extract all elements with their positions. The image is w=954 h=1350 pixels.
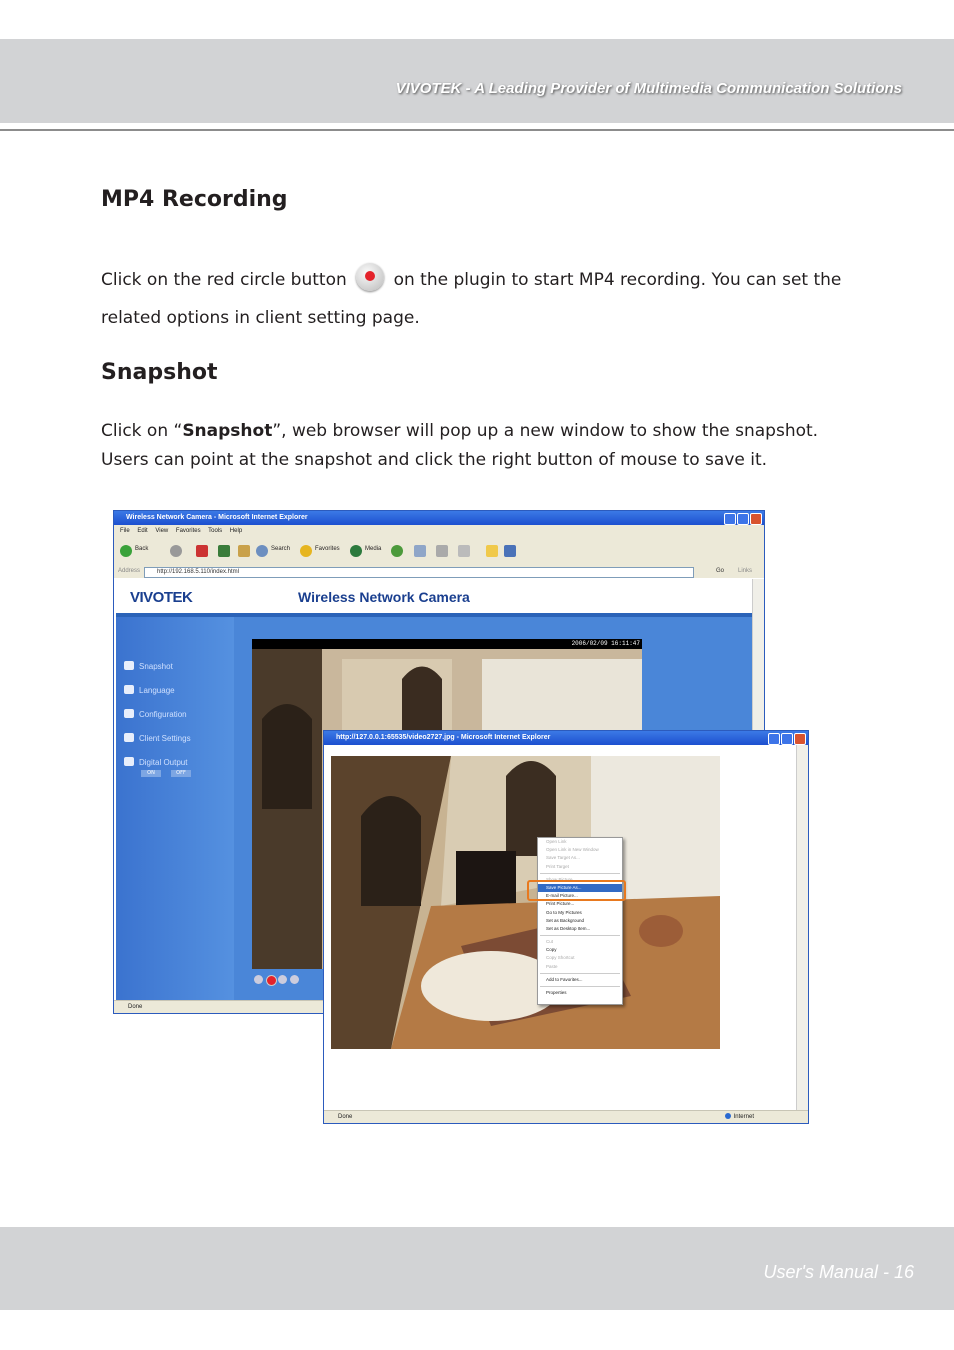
print-icon[interactable] [436,545,448,557]
sidebar-item-digital-output[interactable] [124,757,187,767]
context-menu-item: Open Link [546,839,567,844]
record-button-icon [356,263,384,291]
context-menu-item[interactable]: Properties [546,990,567,995]
sidebar-label: Language [139,686,175,695]
snapshot-image[interactable] [331,756,720,1049]
minimize-icon[interactable] [724,513,736,525]
camera-banner [116,579,752,617]
main-menubar[interactable]: File Edit View Favorites Tools Help [114,525,764,537]
snapshot-heading: Snapshot [101,360,218,385]
favorites-label: Favorites [315,546,340,552]
close-icon[interactable] [750,513,762,525]
context-menu-item[interactable]: Save Picture As... [538,884,622,892]
favorites-star-icon[interactable] [300,545,312,557]
snapshot-popup-window [323,730,809,1124]
edit-icon[interactable] [458,545,470,557]
sidebar-label: Snapshot [139,662,173,671]
snapshot-text-1: Click on “ [101,421,183,441]
vivotek-logo: VIVOTEK [130,589,193,606]
volume-icon[interactable] [290,975,299,984]
snapshot-paragraph [101,417,861,475]
context-menu-item[interactable]: Print Picture... [546,901,575,907]
context-menu-item: Show Picture [546,876,573,882]
sidebar-item-configuration[interactable] [124,709,187,719]
go-button[interactable]: Go [715,568,724,574]
mp4-recording-paragraph [101,261,861,337]
pause-icon[interactable] [278,975,287,984]
zone-label: Internet [733,1114,754,1120]
context-menu-item[interactable]: E-mail Picture... [546,893,578,899]
popup-status-text: Done [338,1114,353,1120]
context-menu-item[interactable]: Copy [546,947,557,953]
mp4-recording-heading: MP4 Recording [101,187,288,212]
header-rule [0,129,954,131]
banner-title: Wireless Network Camera [298,589,470,605]
sidebar-item-client-settings[interactable] [124,733,191,743]
links-label[interactable]: Links [737,568,752,574]
back-icon[interactable] [120,545,132,557]
language-icon [124,685,134,694]
mail-icon[interactable] [414,545,426,557]
context-menu-item: Copy Shortcut [546,955,575,961]
snapshot-text-2: ”, web browser will pop up a new window to show the snapshot. Users can point at the snapshot and click the right button of mouse to save it. [101,421,819,470]
snapshot-context-menu [537,837,623,1005]
record-icon[interactable] [266,975,277,986]
header-tagline: VIVOTEK - A Leading Provider of Multimedia Communication Solutions [395,80,902,97]
address-input[interactable]: http://192.168.5.110/index.html [144,567,694,578]
internet-zone [725,1111,754,1123]
camera-sidebar [116,617,234,1001]
main-statusbar: Done [114,1000,764,1013]
tools-icon [124,709,134,718]
snapshot-room-image [331,756,720,1049]
sidebar-item-snapshot[interactable] [124,661,173,671]
context-menu-item[interactable]: Set as Desktop Item... [546,925,591,931]
sidebar-label: Digital Output [139,758,188,767]
sidebar-label: Configuration [139,710,187,719]
refresh-icon[interactable] [218,545,230,557]
main-toolbar [114,537,764,566]
snapshot-bold: Snapshot [182,421,273,441]
back-label: Back [135,546,149,552]
context-menu-separator [540,986,620,987]
page-number: User's Manual - 16 [763,1262,914,1282]
save-picture-highlight [527,880,626,901]
context-menu-item[interactable]: Add to Favorites... [546,976,583,982]
context-menu-item: Print Target [546,863,569,869]
close-icon[interactable] [794,733,806,745]
home-icon[interactable] [238,545,250,557]
messenger-icon[interactable] [504,545,516,557]
popup-scrollbar[interactable] [796,745,808,1111]
do-on-button[interactable]: ON [141,770,161,777]
context-menu-item: Open Link in New Window [546,847,599,853]
main-window-titlebar: Wireless Network Camera - Microsoft Internet Explorer [114,511,764,525]
output-icon [124,757,134,766]
minimize-icon[interactable] [768,733,780,745]
media-icon[interactable] [350,545,362,557]
mp4-text-after: on the plugin to start MP4 recording. You can set the related options in client setting page. [101,270,842,328]
gear-icon [124,733,134,742]
maximize-icon[interactable] [781,733,793,745]
context-menu-item: Paste [546,963,558,969]
video-timestamp: 2006/02/09 16:11:47 [571,640,640,647]
context-menu-item[interactable]: Go to My Pictures [546,909,582,915]
zoom-icon[interactable] [254,975,263,984]
folder-icon[interactable] [486,545,498,557]
address-label: Address [118,568,141,574]
plugin-controls [254,973,324,987]
mp4-text-before: Click on the red circle button [101,270,347,290]
media-label: Media [365,546,382,552]
main-address-bar [114,565,764,578]
sidebar-label: Client Settings [139,734,191,743]
forward-icon[interactable] [170,545,182,557]
do-off-button[interactable]: OFF [171,770,191,777]
history-icon[interactable] [391,545,403,557]
context-menu-item: Cut [546,939,554,945]
context-menu-item[interactable]: Set as Background [546,917,585,923]
maximize-icon[interactable] [737,513,749,525]
context-menu-separator [540,973,620,974]
search-label: Search [271,546,291,552]
context-menu-item: Save Target As... [546,855,580,861]
search-icon[interactable] [256,545,268,557]
globe-icon [725,1113,731,1119]
popup-window-titlebar: http://127.0.0.1:65535/video2727.jpg - Microsoft Internet Explorer [324,731,808,745]
context-menu-separator [540,873,620,874]
popup-statusbar [324,1110,808,1123]
camera-icon [124,661,134,670]
context-menu-separator [540,935,620,936]
stop-icon[interactable] [196,545,208,557]
sidebar-item-language[interactable] [124,685,175,695]
